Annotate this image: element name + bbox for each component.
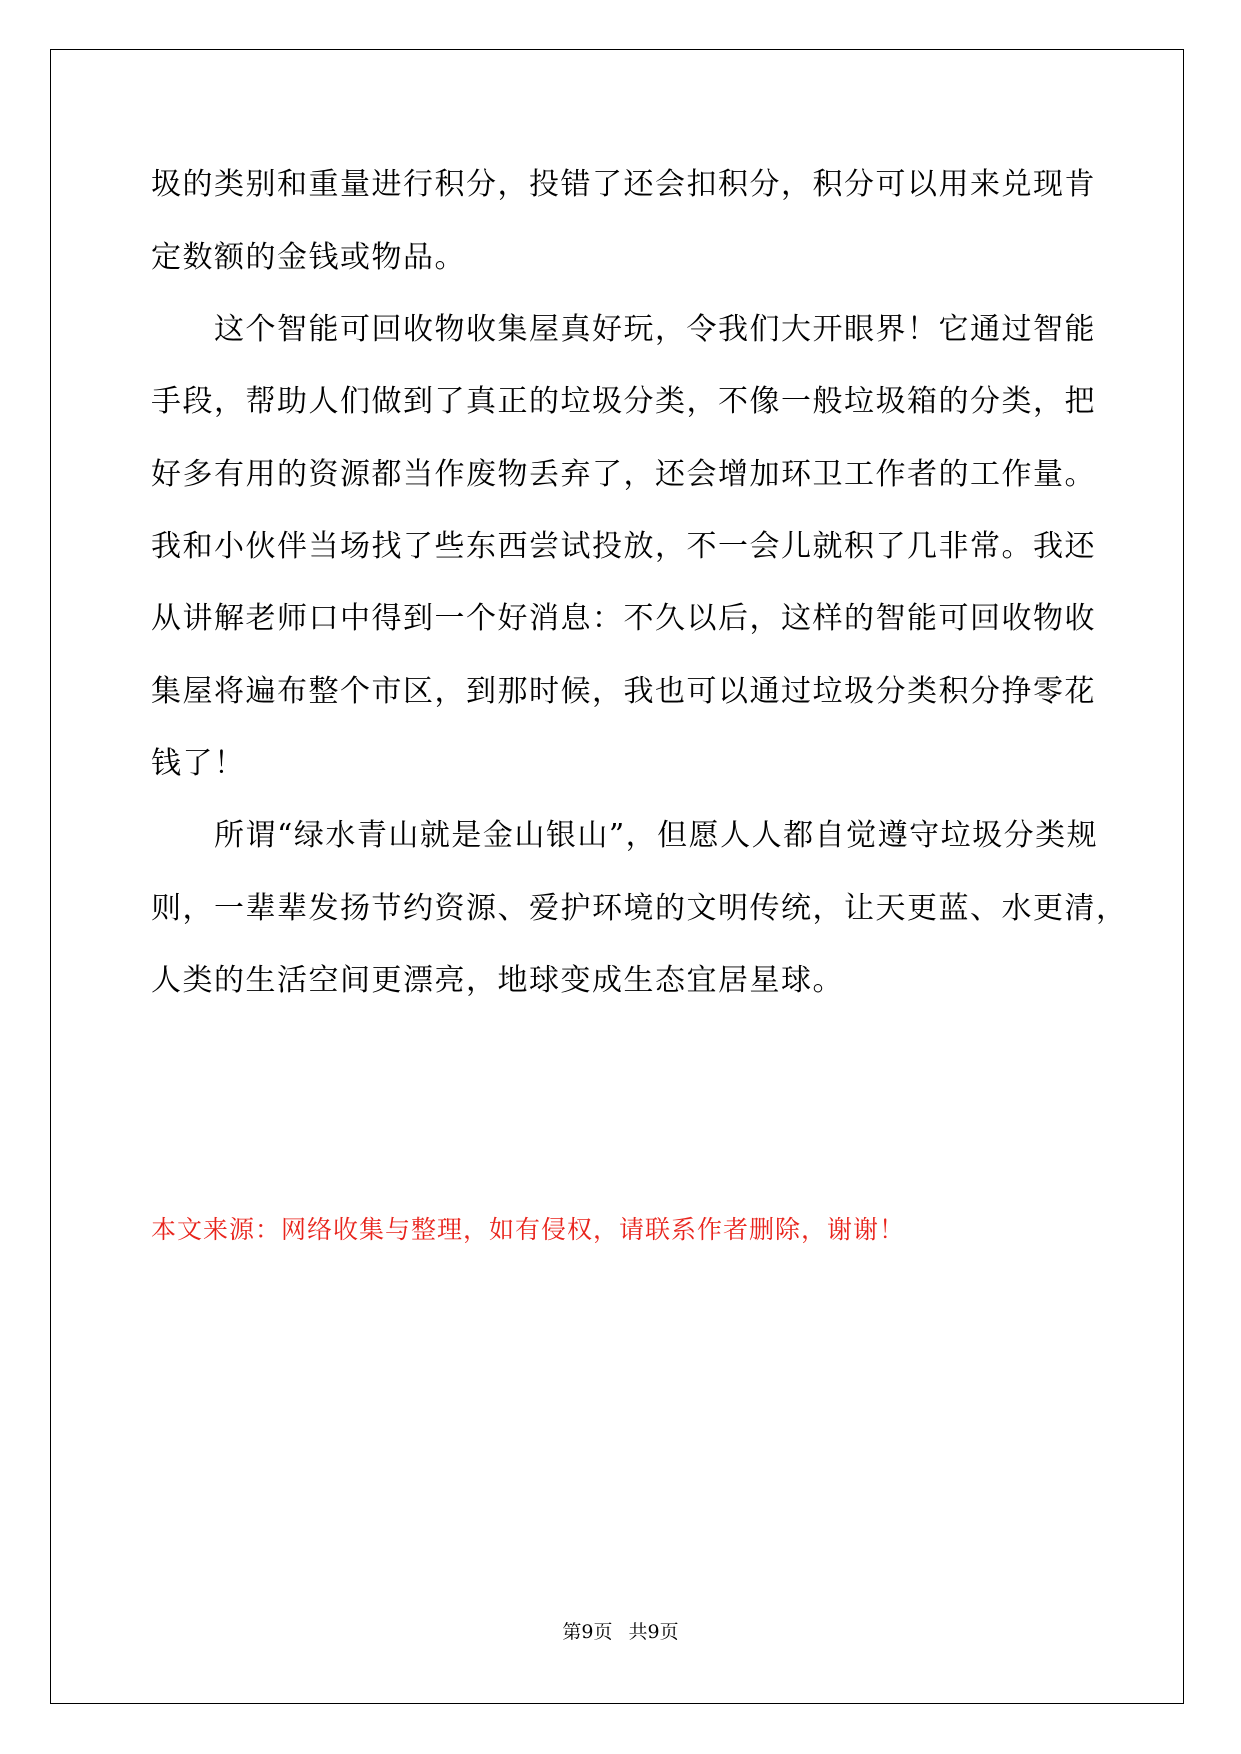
source-note: 本文来源：网络收集与整理，如有侵权，请联系作者删除，谢谢！ (151, 1215, 906, 1244)
body-line: 从讲解老师口中得到一个好消息：不久以后，这样的智能可回收物收 (151, 601, 1096, 636)
page-number-current: 第9页 (562, 1621, 613, 1643)
body-line: 所谓“绿水青山就是金山银山”，但愿人人都自觉遵守垃圾分类规 (151, 818, 1099, 853)
page-number-total: 共9页 (628, 1621, 679, 1643)
body-line: 手段，帮助人们做到了真正的垃圾分类，不像一般垃圾箱的分类，把 (151, 384, 1096, 419)
body-line: 人类的生活空间更漂亮，地球变成生态宜居星球。 (151, 963, 844, 998)
body-line: 则，一辈辈发扬节约资源、爱护环境的文明传统，让天更蓝、水更清， (151, 891, 1128, 926)
body-line: 钱了！ (151, 746, 246, 781)
body-line: 圾的类别和重量进行积分，投错了还会扣积分，积分可以用来兑现肯 (151, 167, 1096, 202)
body-line: 我和小伙伴当场找了些东西尝试投放，不一会儿就积了几非常。我还 (151, 529, 1096, 564)
page-border (50, 49, 1184, 1704)
body-line: 这个智能可回收物收集屋真好玩，令我们大开眼界！它通过智能 (151, 312, 1096, 347)
body-line: 好多有用的资源都当作废物丢弃了，还会增加环卫工作者的工作量。 (151, 457, 1096, 492)
body-line: 集屋将遍布整个市区，到那时候，我也可以通过垃圾分类积分挣零花 (151, 674, 1096, 709)
body-line: 定数额的金钱或物品。 (151, 240, 466, 275)
page-footer (0, 1620, 1241, 1644)
